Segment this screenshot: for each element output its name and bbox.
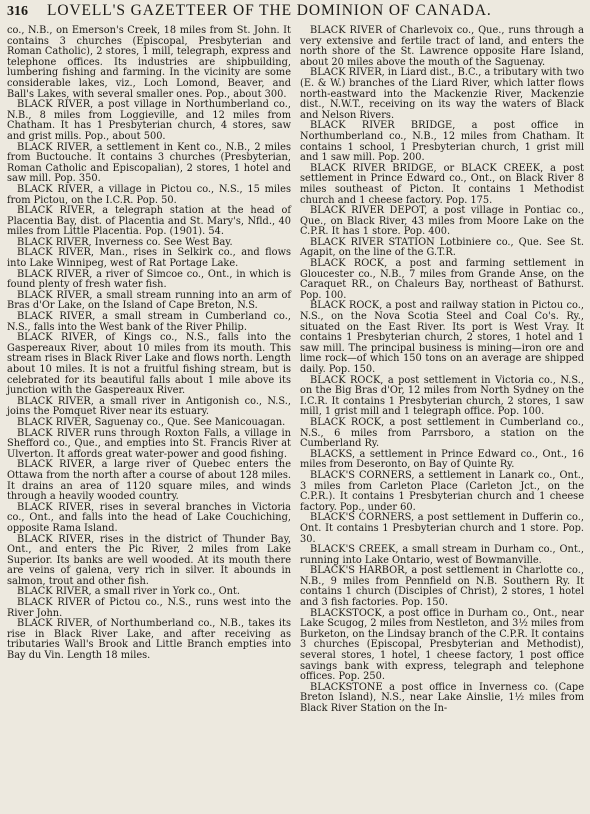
- gazetteer-entry: BLACK RIVER of Charlevoix co., Que., runs through a very extensive and fertile tract of land, and enters the north shore of the St. Lawrence opposite Hare Island, about 20 miles above the mouth of the Saguenay.: [300, 25, 584, 68]
- gazetteer-entry: BLACK RIVER, in Liard dist., B.C., a tributary with two (E. & W.) branches of the Liard River, which latter flows north-eastward into the Mackenzie River, Mackenzie dist., N.W.T., receiving on its way the waters of Black and Nelson Rivers.: [300, 67, 584, 121]
- gazetteer-entry: BLACK RIVER, a post village in Northumberland co., N.B., 8 miles from Loggieville, and 12 miles from Chatham. It has 1 Presbyterian church, 4 stores, saw and grist mills. Pop., about 500.: [7, 99, 291, 142]
- gazetteer-entry: BLACK RIVER, rises in the district of Thunder Bay, Ont., and enters the Pic River, 2 miles from Lake Superior. Its banks are well wooded. At its mouth there are veins of galena, very rich in silver. It abounds in salmon, trout and other fish.: [7, 533, 291, 587]
- gazetteer-entry: BLACK ROCK, a post and railway station in Pictou co., N.S., on the Nova Scotia Steel and Coal Co's. Ry., situated on the East River. Its port is West Vray. It contains 1 Presbyterian church, 2 stores, 1 hotel and 1 saw mill. The principal business is mining—iron ore and lime rock—of which 150 tons on an average are shipped daily. Pop. 150.: [300, 300, 584, 375]
- gazetteer-entry: BLACK RIVER BRIDGE, or BLACK CREEK, a post settlement in Prince Edward co., Ont., on Black River 8 miles southeast of Picton. It contains 1 Methodist church and 1 cheese factory. Pop. 175.: [300, 162, 584, 206]
- gazetteer-entry: BLACK RIVER, rises in several branches in Victoria co., Ont., and falls into the head of Lake Couchiching, opposite Rama Island.: [7, 501, 291, 534]
- gazetteer-entry: BLACKSTONE a post office in Inverness co. (Cape Breton Island), N.S., near Lake Ainslie, 1½ miles from Black River Station on the In-: [300, 681, 584, 714]
- gazetteer-entry: co., N.B., on Emerson's Creek, 18 miles from St. John. It contains 3 churches (Episcopal, Presbyterian and Roman Catholic), 2 stores, 1 mill, telegraph, express and telephone offices. Its industries are shipbuilding, lumbering fishing and farming. In the vicinity are some considerable lakes, viz., Loch Lomond, Beaver, and Ball's Lakes, with several smaller ones. Pop., about 300.: [7, 25, 291, 100]
- gazetteer-entry: BLACKSTOCK, a post office in Durham co., Ont., near Lake Scugog, 2 miles from Nestleton, and 3½ miles from Burketon, on the Lindsay branch of the C.P.R. It contains 3 churches (Episcopal, Presbyterian and Methodist), several stores, 1 hotel, 1 cheese factory, 1 post office savings bank with express, telegraph and telephone offices. Pop. 250.: [300, 607, 584, 683]
- gazetteer-entry: BLACK RIVER, a large river of Quebec enters the Ottawa from the north after a course of about 128 miles. It drains an area of 1120 square miles, and winds through a heavily wooded country.: [7, 459, 291, 503]
- gazetteer-entry: BLACK RIVER, a settlement in Kent co., N.B., 2 miles from Buctouche. It contains 3 churches (Presbyterian, Roman Catholic and Episcopalian), 2 stores, 1 hotel and saw mill. Pop. 350.: [7, 141, 291, 185]
- gazetteer-entry: BLACK RIVER, a small stream running into an arm of Bras d'Or Lake, on the Island of Cape Breton, N.S.: [7, 289, 291, 312]
- gazetteer-entry: BLACK RIVER of Pictou co., N.S., runs west into the River John.: [7, 597, 291, 619]
- gazetteer-entry: BLACK'S CORNERS, a settlement in Lanark co., Ont., 3 miles from Carleton Place (Carleton Jct., on the C.P.R.). It contains 1 Presbyterian church and 1 cheese factory. Pop., under 60.: [300, 469, 584, 513]
- gazetteer-entry: BLACK RIVER, a small stream in Cumberland co., N.S., falls into the West bank of the River Philip.: [7, 311, 291, 333]
- text-columns: [7, 26, 584, 715]
- gazetteer-entry: BLACK RIVER, of Kings co., N.S., falls into the Gaspereaux River, about 10 miles from its mouth. This stream rises in Black River Lake and flows north. Length about 10 miles. It is not a fruitful fishing stream, but is celebrated for its beautiful falls about 1 mile above its junction with the Gaspereaux River.: [7, 332, 291, 397]
- gazetteer-entry: BLACK ROCK, a post and farming settlement in Gloucester co., N.B., 7 miles from Grande Anse, on the Caraquet RR., on Chaleurs Bay, northeast of Bathurst. Pop. 100.: [300, 258, 584, 301]
- gazetteer-entry: BLACK RIVER, Inverness co. See West Bay.: [17, 236, 233, 248]
- gazetteer-entry: BLACK RIVER, a small river in York co., Ont.: [17, 586, 240, 598]
- gazetteer-entry: BLACK RIVER STATION Lotbiniere co., Que. See St. Agapit, on the line of the G.T.R.: [300, 236, 584, 259]
- gazetteer-entry: BLACK RIVER BRIDGE, a post office in Northumberland co., N.B., 12 miles from Chatham. It contains 1 school, 1 Presbyterian church, 1 grist mill and 1 saw mill. Pop. 200.: [300, 120, 584, 164]
- gazetteer-entry: BLACK'S CORNERS, a post settlement in Dufferin co., Ont. It contains 1 Presbyterian church and 1 store. Pop. 30.: [300, 512, 584, 545]
- gazetteer-entry: BLACK RIVER, Man., rises in Selkirk co., and flows into Lake Winnipeg, west of Rat Portage Lake.: [7, 247, 291, 270]
- gazetteer-entry: BLACK'S CREEK, a small stream in Durham co., Ont., running into Lake Ontario, west of Bowmanville.: [300, 544, 584, 566]
- gazetteer-entry: BLACK ROCK, a post settlement in Cumberland co., N.S., 6 miles from Parrsboro, a station on the Cumberland Ry.: [300, 416, 584, 450]
- page-number: 316: [7, 4, 28, 19]
- gazetteer-entry: BLACK RIVER, a small river in Antigonish co., N.S., joins the Pomquet River near its estuary.: [7, 395, 291, 418]
- left-column: [7, 26, 291, 715]
- gazetteer-entry: BLACK RIVER, of Northumberland co., N.B., takes its rise in Black River Lake, and after receiving as tributaries Wall's Brook and Little Branch empties into Bay du Vin. Length 18 miles.: [7, 618, 291, 662]
- page-header: [7, 0, 584, 26]
- gazetteer-entry: BLACK RIVER, a river of Simcoe co., Ont., in which is found plenty of fresh water fish.: [7, 268, 291, 291]
- right-column: [300, 26, 584, 715]
- gazetteer-entry: BLACK RIVER, a village in Pictou co., N.S., 15 miles from Pictou, on the I.C.R. Pop. 50.: [7, 183, 291, 206]
- gazetteer-entry: BLACK'S HARBOR, a post settlement in Charlotte co., N.B., 9 miles from Pennfield on N.B. Southern Ry. It contains 1 church (Disciples of Christ), 2 stores, 1 hotel and 3 fish factories. Pop. 150.: [300, 565, 584, 609]
- gazetteer-entry: BLACK RIVER, a telegraph station at the head of Placentia Bay, dist. of Placentia and St. Mary's, Nfld., 40 miles from Little Placentia. Pop. (1901). 54.: [7, 205, 291, 238]
- gazetteer-entry: BLACK RIVER, Saguenay co., Que. See Manicouagan.: [17, 416, 286, 428]
- gazetteer-entry: BLACK RIVER DEPOT, a post village in Pontiac co., Que., on Black River, 43 miles from Moore Lake on the C.P.R. It has 1 store. Pop. 400.: [300, 205, 584, 238]
- gazetteer-entry: BLACK RIVER runs through Roxton Falls, a village in Shefford co., Que., and empties into St. Francis River at Ulverton. It affords great water-power and good fishing.: [7, 427, 291, 460]
- gazetteer-entry: BLACK ROCK, a post settlement in Victoria co., N.S., on the Big Bras d'Or, 12 miles from North Sydney on the I.C.R. It contains 1 Presbyterian church, 2 stores, 1 saw mill, 1 grist mill and 1 telegraph office. Pop. 100.: [300, 374, 584, 418]
- gazetteer-entry: BLACKS, a settlement in Prince Edward co., Ont., 16 miles from Deseronto, on Bay of Quinte Ry.: [300, 448, 584, 471]
- running-title: LOVELL'S GAZETTEER OF THE DOMINION OF CANADA.: [47, 2, 492, 19]
